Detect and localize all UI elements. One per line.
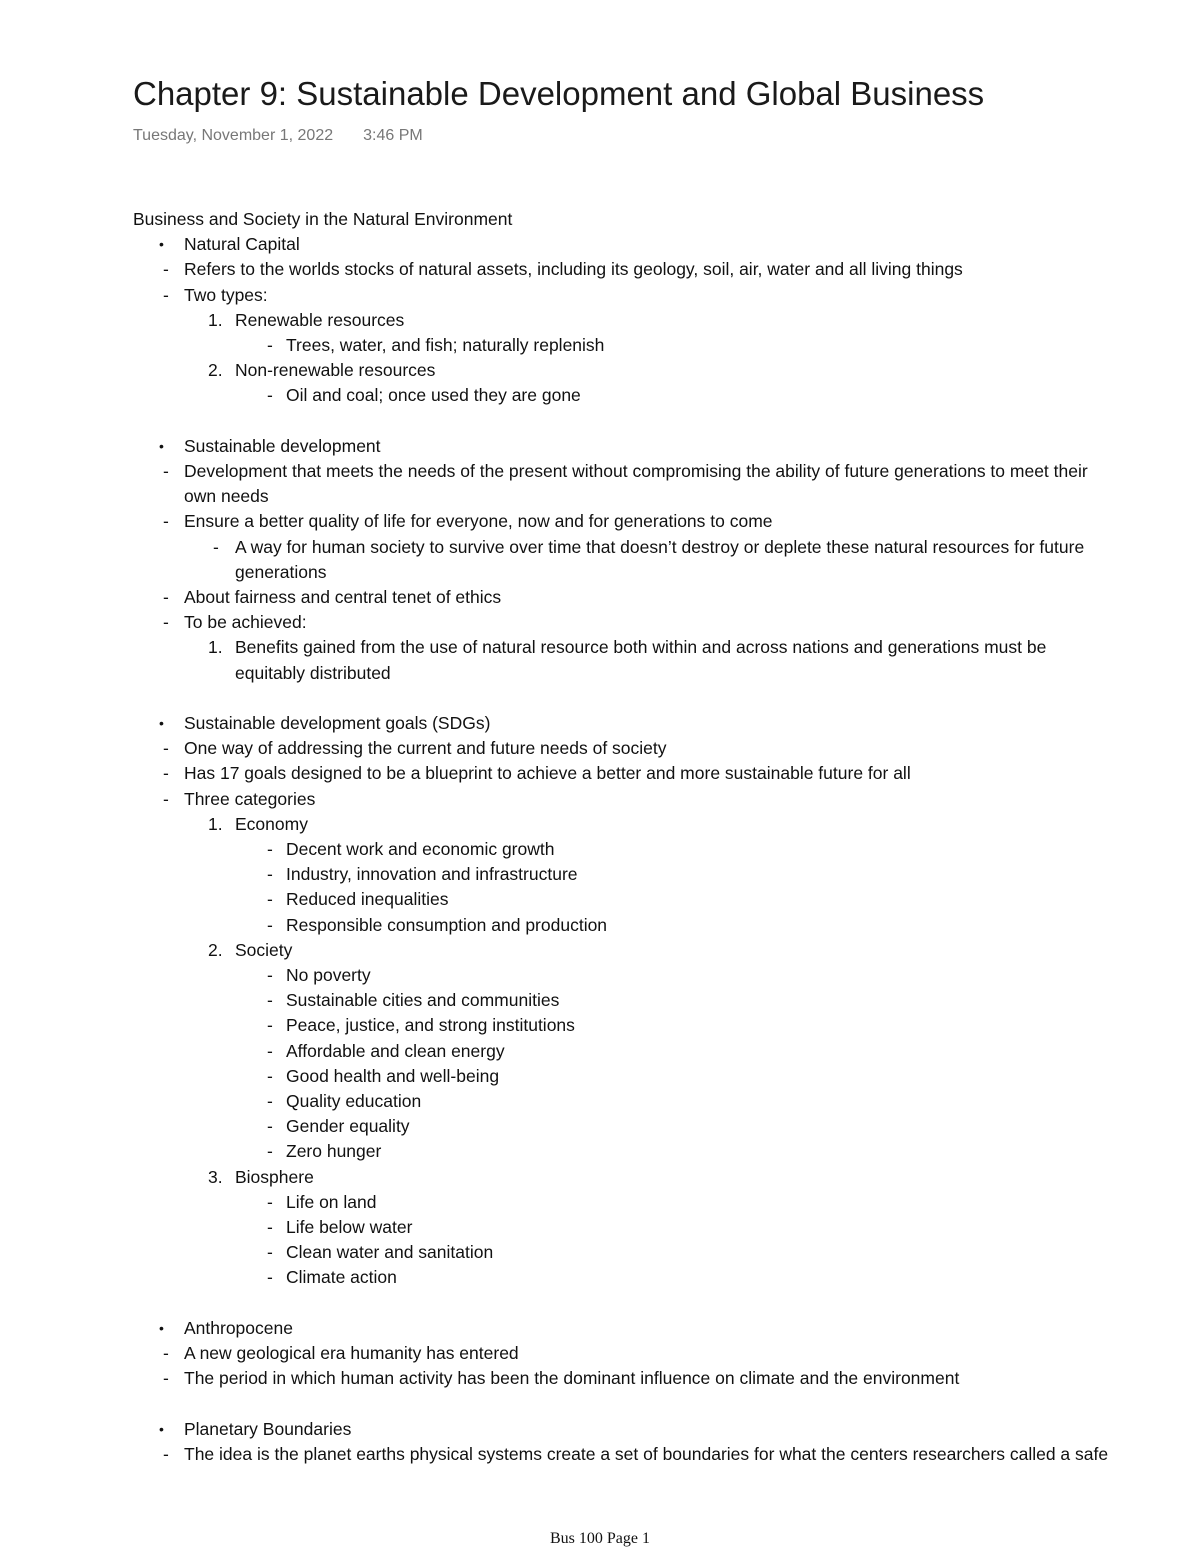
line-text: Sustainable cities and communities: [286, 990, 560, 1011]
dash-marker: -: [267, 1065, 273, 1086]
dash-marker: -: [267, 839, 273, 859]
bullet-marker: •: [159, 1319, 164, 1336]
dash-marker: -: [163, 1343, 169, 1363]
line-text: A way for human society to survive over time that doesn’t destroy or deplete these natural resources for future: [235, 536, 1085, 557]
line-text: own needs: [184, 486, 269, 507]
line-text: Oil and coal; once used they are gone: [286, 385, 581, 406]
dash-marker: -: [267, 914, 273, 935]
bullet-marker: •: [159, 236, 164, 253]
dash-marker: -: [267, 965, 273, 985]
bullet-marker: •: [159, 1420, 164, 1437]
line-text: Benefits gained from the use of natural resource both within and across nations and generations must be: [235, 637, 1047, 658]
dash-marker: -: [163, 461, 169, 481]
dash-marker: -: [267, 1242, 273, 1263]
dash-marker: -: [267, 1267, 273, 1288]
page-time: 3:46 PM: [363, 127, 423, 144]
dash-marker: -: [163, 284, 169, 305]
number-marker: 1.: [208, 813, 223, 834]
line-text: About fairness and central tenet of ethics: [184, 587, 502, 607]
line-text: Reduced inequalities: [286, 889, 449, 910]
dash-marker: -: [267, 1015, 273, 1036]
number-marker: 1.: [208, 309, 223, 330]
dash-marker: -: [267, 889, 273, 910]
bullet-marker: •: [159, 437, 164, 454]
line-text: Natural Capital: [184, 234, 300, 255]
line-text: Development that meets the needs of the present without compromising the ability of future generations to meet their: [184, 461, 1088, 481]
line-text: Affordable and clean energy: [286, 1040, 505, 1061]
dash-marker: -: [267, 1040, 273, 1061]
line-text: Sustainable development: [184, 435, 381, 456]
dash-marker: -: [267, 1091, 273, 1111]
line-text: Clean water and sanitation: [286, 1242, 494, 1263]
dash-marker: -: [163, 1443, 169, 1464]
line-text: Industry, innovation and infrastructure: [286, 864, 578, 885]
line-text: equitably distributed: [235, 662, 391, 683]
page-timestamp: [133, 127, 423, 145]
line-text: Ensure a better quality of life for everyone, now and for generations to come: [184, 511, 773, 532]
number-marker: 3.: [208, 1166, 223, 1187]
number-marker: 2.: [208, 939, 223, 960]
line-text: Sustainable development goals (SDGs): [184, 713, 491, 733]
number-marker: 2.: [208, 360, 223, 381]
dash-marker: -: [163, 587, 169, 607]
line-text: Renewable resources: [235, 309, 405, 330]
dash-marker: -: [163, 511, 169, 532]
line-text: Two types:: [184, 284, 268, 305]
line-text: Has 17 goals designed to be a blueprint to achieve a better and more sustainable future for all: [184, 763, 911, 784]
line-text: generations: [235, 561, 327, 582]
line-text: Anthropocene: [184, 1317, 293, 1338]
dash-marker: -: [163, 259, 169, 280]
page-footer: Bus 100 Page 1: [550, 1530, 650, 1547]
line-text: Economy: [235, 813, 308, 834]
dash-marker: -: [267, 1217, 273, 1237]
dash-marker: -: [267, 1191, 273, 1212]
line-text: Zero hunger: [286, 1141, 382, 1162]
number-marker: 1.: [208, 637, 223, 658]
dash-marker: -: [163, 612, 169, 633]
dash-marker: -: [267, 990, 273, 1011]
line-text: The period in which human activity has been the dominant influence on climate and the environment: [184, 1368, 960, 1389]
line-text: Good health and well-being: [286, 1065, 500, 1086]
line-text: Decent work and economic growth: [286, 839, 555, 859]
line-text: Quality education: [286, 1091, 422, 1111]
line-text: Non-renewable resources: [235, 360, 436, 381]
dash-marker: -: [213, 536, 219, 557]
dash-marker: -: [267, 1116, 273, 1137]
line-text: Business and Society in the Natural Environment: [133, 209, 513, 229]
line-text: Climate action: [286, 1267, 397, 1288]
dash-marker: -: [163, 788, 169, 809]
line-text: Responsible consumption and production: [286, 914, 608, 935]
dash-marker: -: [267, 335, 273, 355]
dash-marker: -: [267, 385, 273, 406]
dash-marker: -: [163, 1368, 169, 1389]
bullet-marker: •: [159, 715, 164, 731]
page-title: Chapter 9: Sustainable Development and Global Business: [133, 75, 985, 112]
line-text: Peace, justice, and strong institutions: [286, 1015, 575, 1036]
line-text: One way of addressing the current and future needs of society: [184, 738, 667, 759]
line-text: To be achieved:: [184, 612, 307, 633]
line-text: Life on land: [286, 1191, 377, 1212]
line-text: Gender equality: [286, 1116, 410, 1137]
line-text: No poverty: [286, 965, 371, 985]
dash-marker: -: [163, 738, 169, 759]
dash-marker: -: [267, 1141, 273, 1162]
line-text: Planetary Boundaries: [184, 1418, 352, 1439]
line-text: Life below water: [286, 1217, 413, 1237]
line-text: The idea is the planet earths physical systems create a set of boundaries for what the centers researchers called a safe: [184, 1443, 1109, 1464]
line-text: Refers to the worlds stocks of natural assets, including its geology, soil, air, water and all living things: [184, 259, 963, 280]
line-text: Trees, water, and fish; naturally replenish: [286, 335, 605, 355]
line-text: Biosphere: [235, 1166, 314, 1187]
line-text: Three categories: [184, 788, 316, 809]
line-text: Society: [235, 939, 293, 960]
dash-marker: -: [163, 763, 169, 784]
dash-marker: -: [267, 864, 273, 885]
line-text: A new geological era humanity has entered: [184, 1343, 519, 1363]
page-date: Tuesday, November 1, 2022: [133, 127, 334, 144]
